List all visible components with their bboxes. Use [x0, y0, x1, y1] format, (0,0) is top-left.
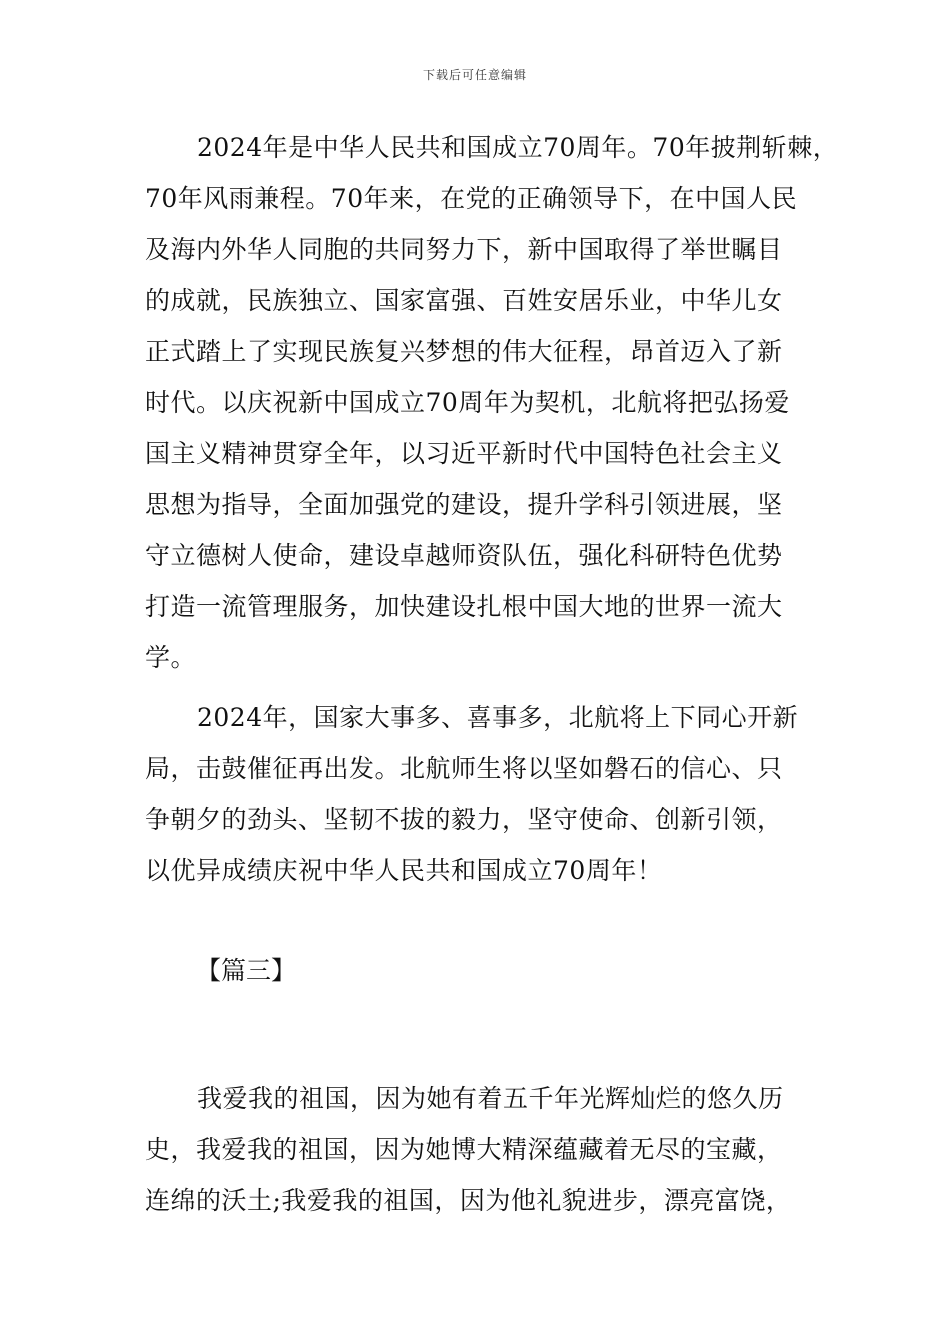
header-note: 下载后可任意编辑 [422, 68, 527, 82]
paragraph-3 [145, 1073, 810, 1226]
paragraph-line: 连绵的沃土;我爱我的祖国，因为他礼貌进步，漂亮富饶， [145, 1186, 792, 1215]
paragraph-line: 70年风雨兼程。70年来，在党的正确领导下，在中国人民 [145, 184, 798, 213]
paragraph-line: 2024年是中华人民共和国成立70周年。70年披荆斩棘， [197, 133, 839, 162]
paragraph-line: 时代。以庆祝新中国成立70周年为契机，北航将把弘扬爱 [145, 388, 790, 417]
paragraph-line: 史，我爱我的祖国，因为她博大精深蕴藏着无尽的宝藏， [145, 1135, 783, 1164]
paragraph-2 [145, 692, 810, 896]
paragraph-line: 思想为指导，全面加强党的建设，提升学科引领进展，坚 [145, 490, 783, 519]
paragraph-line: 正式踏上了实现民族复兴梦想的伟大征程，昂首迈入了新 [145, 337, 783, 366]
paragraph-line: 以优异成绩庆祝中华人民共和国成立70周年！ [145, 856, 663, 885]
paragraph-line: 2024年，国家大事多、喜事多，北航将上下同心开新 [197, 703, 799, 732]
paragraph-line: 争朝夕的劲头、坚韧不拔的毅力，坚守使命、创新引领， [145, 805, 783, 834]
paragraph-line: 的成就，民族独立、国家富强、百姓安居乐业，中华儿女 [145, 286, 783, 315]
paragraph-line: 国主义精神贯穿全年，以习近平新时代中国特色社会主义 [145, 439, 783, 468]
paragraph-line: 学。 [145, 643, 197, 672]
section-heading: 【篇三】 [196, 956, 297, 985]
paragraph-line: 我爱我的祖国，因为她有着五千年光辉灿烂的悠久历 [197, 1084, 784, 1113]
paragraph-line: 局，击鼓催征再出发。北航师生将以坚如磐石的信心、只 [145, 754, 783, 783]
paragraph-line: 打造一流管理服务，加快建设扎根中国大地的世界一流大 [145, 592, 783, 621]
paragraph-line: 及海内外华人同胞的共同努力下，新中国取得了举世瞩目 [145, 235, 783, 264]
paragraph-line: 守立德树人使命，建设卓越师资队伍，强化科研特色优势 [145, 541, 783, 570]
paragraph-1 [145, 122, 839, 683]
